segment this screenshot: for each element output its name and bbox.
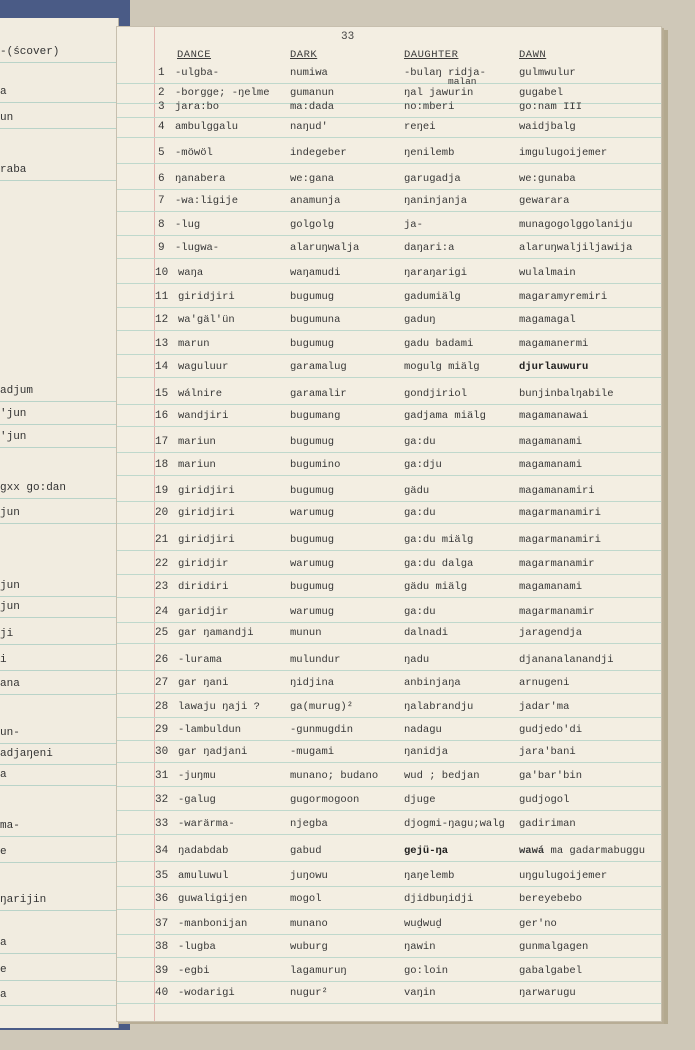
cell-daughter: gondjiriol	[404, 388, 468, 400]
left-ruled-line	[0, 836, 118, 837]
left-ruled-line	[0, 670, 118, 671]
left-page-fragment: e	[0, 964, 7, 976]
left-ruled-line	[0, 694, 118, 695]
row-number: 10	[155, 267, 169, 279]
row-number: 6	[158, 173, 165, 185]
cell-dark: naŋud'	[290, 121, 328, 133]
row-number: 8	[158, 219, 165, 231]
left-ruled-line	[0, 447, 118, 448]
cell-dawn: gunmalgagen	[519, 941, 589, 953]
ledger-page	[116, 26, 662, 1022]
left-ruled-line	[0, 764, 118, 765]
cell-dawn: jara'bani	[519, 746, 576, 758]
row-number: 40	[155, 987, 169, 999]
cell-dawn: gabalgabel	[519, 965, 583, 977]
cell-dawn: waidjbalg	[519, 121, 576, 133]
cell-dance: ambulggalu	[175, 121, 239, 133]
left-page-fragment: jun	[0, 507, 20, 519]
cell-dark: munano	[290, 918, 328, 930]
row-number: 13	[155, 338, 169, 350]
cell-dawn: magamanamiri	[519, 485, 595, 497]
left-page-edge	[0, 18, 119, 1028]
cell-dance: -borgge; -ŋelme	[175, 87, 270, 99]
left-ruled-line	[0, 424, 118, 425]
ruled-line	[117, 258, 661, 259]
ruled-line	[117, 1003, 661, 1004]
cell-dance: gar ŋadjani	[178, 746, 248, 758]
row-number: 11	[155, 291, 169, 303]
cell-dark: lagamuruŋ	[290, 965, 347, 977]
left-page-fragment: i	[0, 654, 7, 666]
left-page-fragment: a	[0, 86, 7, 98]
ruled-line	[117, 307, 661, 308]
cell-dark: warumug	[290, 606, 335, 618]
cell-dance: -lambuldun	[178, 724, 242, 736]
cell-dark: gugormogoon	[290, 794, 360, 806]
cell-daughter: gadu badami	[404, 338, 474, 350]
row-number: 2	[158, 87, 165, 99]
cell-dawn: djurlauwuru	[519, 361, 589, 373]
cell-dance: -lugwa-	[175, 242, 220, 254]
ruled-line	[117, 550, 661, 551]
cell-daughter: garugadja	[404, 173, 461, 185]
cell-daughter: ŋadu	[404, 654, 430, 666]
cell-daughter: ga:du miälg	[404, 534, 474, 546]
header-dawn: DAWN	[519, 49, 547, 61]
left-ruled-line	[0, 596, 118, 597]
cell-daughter: gadjama miälg	[404, 410, 486, 422]
cell-dawn: munagogolggolaniju	[519, 219, 633, 231]
cell-dawn: ger'no	[519, 918, 557, 930]
cell-dark: waŋamudi	[290, 267, 341, 279]
cell-dance: waguluur	[178, 361, 229, 373]
left-page-fragment: adjaŋeni	[0, 748, 53, 760]
row-number: 15	[155, 388, 169, 400]
cell-dance: wa'gäl'ün	[178, 314, 235, 326]
cell-dawn: ŋarwarugu	[519, 987, 576, 999]
left-page-fragment: ma-	[0, 820, 20, 832]
cell-dark: munano; budano	[290, 770, 379, 782]
ruled-line	[117, 426, 661, 427]
ruled-line	[117, 354, 661, 355]
cell-dark: ma:dada	[290, 101, 335, 113]
left-page-fragment: jun	[0, 601, 20, 613]
cell-dance: -ulgba-	[175, 67, 220, 79]
ruled-line	[117, 643, 661, 644]
cell-dawn: we:gunaba	[519, 173, 576, 185]
cell-dance: giridjir	[178, 558, 229, 570]
left-page-fragment: jun	[0, 580, 20, 592]
ruled-line	[117, 235, 661, 236]
cell-daughter: no:mberi	[404, 101, 455, 113]
left-page-fragment: a	[0, 937, 7, 949]
row-number: 37	[155, 918, 169, 930]
cell-dark: bugumug	[290, 534, 335, 546]
left-ruled-line	[0, 401, 118, 402]
cell-dance: giridjiri	[178, 507, 235, 519]
cell-daughter: ja-	[404, 219, 423, 231]
cell-dark: bugumug	[290, 291, 335, 303]
cell-dark: wuburg	[290, 941, 328, 953]
cell-dark: bugumuna	[290, 314, 341, 326]
cell-dark: ga(murug)²	[290, 701, 354, 713]
left-page-fragment: 'jun	[0, 431, 27, 443]
cell-dance: wálnire	[178, 388, 223, 400]
cell-dawn: wawá ma gadarmabuggu	[519, 845, 646, 857]
cell-dawn: magamanami	[519, 581, 583, 593]
left-page-fragment: gxx go:dan	[0, 482, 67, 494]
cell-dance: garidjir	[178, 606, 229, 618]
cell-daughter: reŋei	[404, 121, 436, 133]
cell-dance: mariun	[178, 436, 216, 448]
ruled-line	[117, 377, 661, 378]
cell-daughter: -bulaŋ ridja-	[404, 67, 486, 79]
cell-dawn: bereyebebo	[519, 893, 583, 905]
row-number: 7	[158, 195, 165, 207]
left-ruled-line	[0, 980, 118, 981]
cell-daughter: ŋaninjanja	[404, 195, 468, 207]
cell-dance: jara:bo	[175, 101, 220, 113]
left-ruled-line	[0, 785, 118, 786]
row-number: 22	[155, 558, 169, 570]
row-number: 25	[155, 627, 169, 639]
dawn-emphasis: wawá	[519, 845, 545, 857]
left-page-fragment: e	[0, 846, 7, 858]
cell-dark: gumanun	[290, 87, 335, 99]
cell-dark: -mugami	[290, 746, 335, 758]
cell-daughter: ŋal jawurin	[404, 87, 474, 99]
cell-daughter: ga:du dalga	[404, 558, 474, 570]
row-number: 19	[155, 485, 169, 497]
ruled-line	[117, 597, 661, 598]
cell-dark: mulundur	[290, 654, 341, 666]
row-number: 28	[155, 701, 169, 713]
left-page-fragment: ji	[0, 628, 14, 640]
left-ruled-line	[0, 743, 118, 744]
cell-daughter: wuḏwuḏ	[404, 918, 442, 930]
left-page-fragment: adjum	[0, 385, 34, 397]
left-page-fragment: -(ścover)	[0, 46, 60, 58]
left-page-fragment: un	[0, 112, 14, 124]
cell-daughter: ga:du	[404, 436, 436, 448]
row-number: 23	[155, 581, 169, 593]
left-ruled-line	[0, 953, 118, 954]
cell-daughter: gaduŋ	[404, 314, 436, 326]
cell-dawn: magarmanamiri	[519, 507, 601, 519]
cell-dawn: gugabel	[519, 87, 564, 99]
ruled-line	[117, 670, 661, 671]
row-number: 39	[155, 965, 169, 977]
cell-dance: waŋa	[178, 267, 204, 279]
cell-daughter: nadagu	[404, 724, 442, 736]
cell-dawn: magaramyremiri	[519, 291, 608, 303]
cell-daughter: djuge	[404, 794, 436, 806]
row-number: 33	[155, 818, 169, 830]
row-number: 24	[155, 606, 169, 618]
ruled-line	[117, 83, 661, 84]
cell-dance: guwaligijen	[178, 893, 248, 905]
left-ruled-line	[0, 128, 118, 129]
cell-dark: juŋowu	[290, 870, 328, 882]
left-page-fragment: raba	[0, 164, 27, 176]
cell-dance: gar ŋamandji	[178, 627, 254, 639]
cell-dark: garamalug	[290, 361, 347, 373]
cell-dark: bugumug	[290, 581, 335, 593]
ruled-line	[117, 981, 661, 982]
cell-daughter: ŋawin	[404, 941, 436, 953]
left-ruled-line	[0, 910, 118, 911]
cell-dark: bugumino	[290, 459, 341, 471]
cell-daughter: daŋari:a	[404, 242, 455, 254]
cell-dawn: jadar'ma	[519, 701, 570, 713]
ruled-line	[117, 283, 661, 284]
cell-dawn: gadiriman	[519, 818, 576, 830]
left-page-fragment: a	[0, 769, 7, 781]
cell-dawn: ga'bar'bin	[519, 770, 583, 782]
page-number: 33	[341, 31, 355, 43]
cell-daughter: ŋalabrandju	[404, 701, 474, 713]
cell-dawn: jaragendja	[519, 627, 583, 639]
cell-dance: -warärma-	[178, 818, 235, 830]
cell-dark: golgolg	[290, 219, 335, 231]
cell-dark: bugumug	[290, 485, 335, 497]
row-number: 4	[158, 121, 165, 133]
ruled-line	[117, 834, 661, 835]
cell-dawn: gudjedo'di	[519, 724, 583, 736]
left-page-fragment: un-	[0, 727, 20, 739]
cell-dark: warumug	[290, 507, 335, 519]
cell-dawn: gudjogol	[519, 794, 570, 806]
cell-dance: lawaju ŋaji ?	[178, 701, 260, 713]
cell-daughter: gädu miälg	[404, 581, 468, 593]
ruled-line	[117, 574, 661, 575]
cell-dawn: magamanami	[519, 459, 583, 471]
cell-dark: indegeber	[290, 147, 347, 159]
left-ruled-line	[0, 180, 118, 181]
row-number: 14	[155, 361, 169, 373]
cell-dance: -galug	[178, 794, 216, 806]
row-number: 12	[155, 314, 169, 326]
row-number: 21	[155, 534, 169, 546]
ruled-line	[117, 117, 661, 118]
row-number: 32	[155, 794, 169, 806]
ruled-line	[117, 717, 661, 718]
cell-daughter: ga:du	[404, 606, 436, 618]
cell-dark: bugumug	[290, 436, 335, 448]
cell-dawn: gewarara	[519, 195, 570, 207]
row-number: 36	[155, 893, 169, 905]
cell-dance: gar ŋani	[178, 677, 229, 689]
row-number: 3	[158, 101, 165, 113]
header-dark: DARK	[290, 49, 318, 61]
cell-dance: ŋadabdab	[178, 845, 229, 857]
cell-dawn: imgulugoijemer	[519, 147, 608, 159]
cell-daughter: djidbuŋidji	[404, 893, 474, 905]
cell-dark: anamunja	[290, 195, 341, 207]
cell-dance: -juŋmu	[178, 770, 216, 782]
row-number: 34	[155, 845, 169, 857]
cell-dance: marun	[178, 338, 210, 350]
ruled-line	[117, 189, 661, 190]
cell-dance: -lug	[175, 219, 201, 231]
cell-dawn: magamanami	[519, 436, 583, 448]
cell-dance: giridjiri	[178, 485, 235, 497]
cell-dark: garamalir	[290, 388, 347, 400]
cell-dance: -egbi	[178, 965, 210, 977]
row-number: 18	[155, 459, 169, 471]
ruled-line	[117, 330, 661, 331]
cell-daughter: ŋenilemb	[404, 147, 455, 159]
ruled-line	[117, 163, 661, 164]
cell-dawn: magarmanamir	[519, 558, 595, 570]
cell-dark: njegba	[290, 818, 328, 830]
cell-daughter: gadumiälg	[404, 291, 461, 303]
header-dance: DANCE	[177, 49, 212, 61]
cell-daughter: vaŋin	[404, 987, 436, 999]
ruled-line	[117, 475, 661, 476]
row-number: 5	[158, 147, 165, 159]
cell-dance: giridjiri	[178, 534, 235, 546]
cell-dawn: magamanawai	[519, 410, 589, 422]
ruled-line	[117, 957, 661, 958]
ruled-line	[117, 909, 661, 910]
cell-dance: -lugba	[178, 941, 216, 953]
cell-dawn: magarmanamiri	[519, 534, 601, 546]
left-page-fragment: ana	[0, 678, 20, 690]
cell-dawn: bunjinbalŋabile	[519, 388, 614, 400]
cell-daughter: ga:dju	[404, 459, 442, 471]
cell-dawn: gulmwulur	[519, 67, 576, 79]
cell-daughter: ŋanidja	[404, 746, 449, 758]
cell-dawn: magamagal	[519, 314, 576, 326]
ruled-line	[117, 523, 661, 524]
cell-dark: -gunmugdin	[290, 724, 354, 736]
cell-dance: -wodarigi	[178, 987, 235, 999]
cell-dawn: magarmanamir	[519, 606, 595, 618]
row-number: 1	[158, 67, 165, 79]
ruled-line	[117, 452, 661, 453]
row-number: 30	[155, 746, 169, 758]
cell-dance: -manbonijan	[178, 918, 248, 930]
cell-dark: alaruŋwalja	[290, 242, 360, 254]
left-ruled-line	[0, 1005, 118, 1006]
ruled-line	[117, 622, 661, 623]
cell-dawn: magamanermi	[519, 338, 589, 350]
row-number: 26	[155, 654, 169, 666]
ruled-line	[117, 810, 661, 811]
cell-daughter: anbinjaŋa	[404, 677, 461, 689]
cell-dark: bugumug	[290, 338, 335, 350]
ruled-line	[117, 693, 661, 694]
cell-dark: munun	[290, 627, 322, 639]
ruled-line	[117, 501, 661, 502]
cell-dark: gabud	[290, 845, 322, 857]
cell-dark: ŋidjina	[290, 677, 335, 689]
cell-daughter: go:loin	[404, 965, 449, 977]
row-number: 35	[155, 870, 169, 882]
row-number: 31	[155, 770, 169, 782]
cell-daughter: wud ; bedjan	[404, 770, 480, 782]
header-daughter: DAUGHTER	[404, 49, 459, 61]
cell-dance: -möwöl	[175, 147, 213, 159]
row-number: 20	[155, 507, 169, 519]
ruled-line	[117, 861, 661, 862]
cell-daughter: ŋaŋelemb	[404, 870, 455, 882]
left-ruled-line	[0, 644, 118, 645]
cell-dark: numiwa	[290, 67, 328, 79]
cell-dance: amuluwul	[178, 870, 229, 882]
cell-dance: -wa:ligije	[175, 195, 239, 207]
cell-dance: giridjiri	[178, 291, 235, 303]
cell-dark: bugumang	[290, 410, 341, 422]
ruled-line	[117, 762, 661, 763]
cell-daughter: mogulg miälg	[404, 361, 480, 373]
ruled-line	[117, 740, 661, 741]
cell-daughter-continuation: malan	[448, 76, 477, 87]
left-ruled-line	[0, 862, 118, 863]
left-page-fragment: ŋarijin	[0, 894, 47, 906]
left-ruled-line	[0, 62, 118, 63]
cell-dawn: arnugeni	[519, 677, 570, 689]
cell-dawn: uŋgulugoijemer	[519, 870, 608, 882]
ruled-line	[117, 934, 661, 935]
cell-daughter: ga:du	[404, 507, 436, 519]
cell-daughter: ŋaraŋarigi	[404, 267, 468, 279]
left-ruled-line	[0, 523, 118, 524]
cell-dark: mogol	[290, 893, 322, 905]
row-number: 38	[155, 941, 169, 953]
row-number: 29	[155, 724, 169, 736]
row-number: 27	[155, 677, 169, 689]
row-number: 17	[155, 436, 169, 448]
cell-dance: wandjiri	[178, 410, 229, 422]
left-ruled-line	[0, 617, 118, 618]
cell-dark: we:gana	[290, 173, 335, 185]
left-page-fragment: 'jun	[0, 408, 27, 420]
ruled-line	[117, 137, 661, 138]
ruled-line	[117, 886, 661, 887]
ruled-line	[117, 786, 661, 787]
row-number: 16	[155, 410, 169, 422]
ruled-line	[117, 404, 661, 405]
cell-daughter: dalnadi	[404, 627, 449, 639]
cell-dawn: wulalmain	[519, 267, 576, 279]
cell-dark: warumug	[290, 558, 335, 570]
cell-dawn: djananalanandji	[519, 654, 614, 666]
cell-dance: -lurama	[178, 654, 223, 666]
cell-dance: ŋanabera	[175, 173, 226, 185]
cell-dance: mariun	[178, 459, 216, 471]
cell-dark: nugur²	[290, 987, 328, 999]
ruled-line	[117, 211, 661, 212]
left-ruled-line	[0, 102, 118, 103]
cell-dawn: alaruŋwaljiljawija	[519, 242, 633, 254]
cell-daughter: gädu	[404, 485, 430, 497]
cell-daughter: gejü-ŋa	[404, 845, 449, 857]
left-ruled-line	[0, 498, 118, 499]
cell-dance: diridiri	[178, 581, 229, 593]
cell-dawn: go:nam III	[519, 101, 583, 113]
row-number: 9	[158, 242, 165, 254]
left-page-fragment: a	[0, 989, 7, 1001]
cell-daughter: djogmi-ŋagu;walg	[404, 818, 505, 830]
